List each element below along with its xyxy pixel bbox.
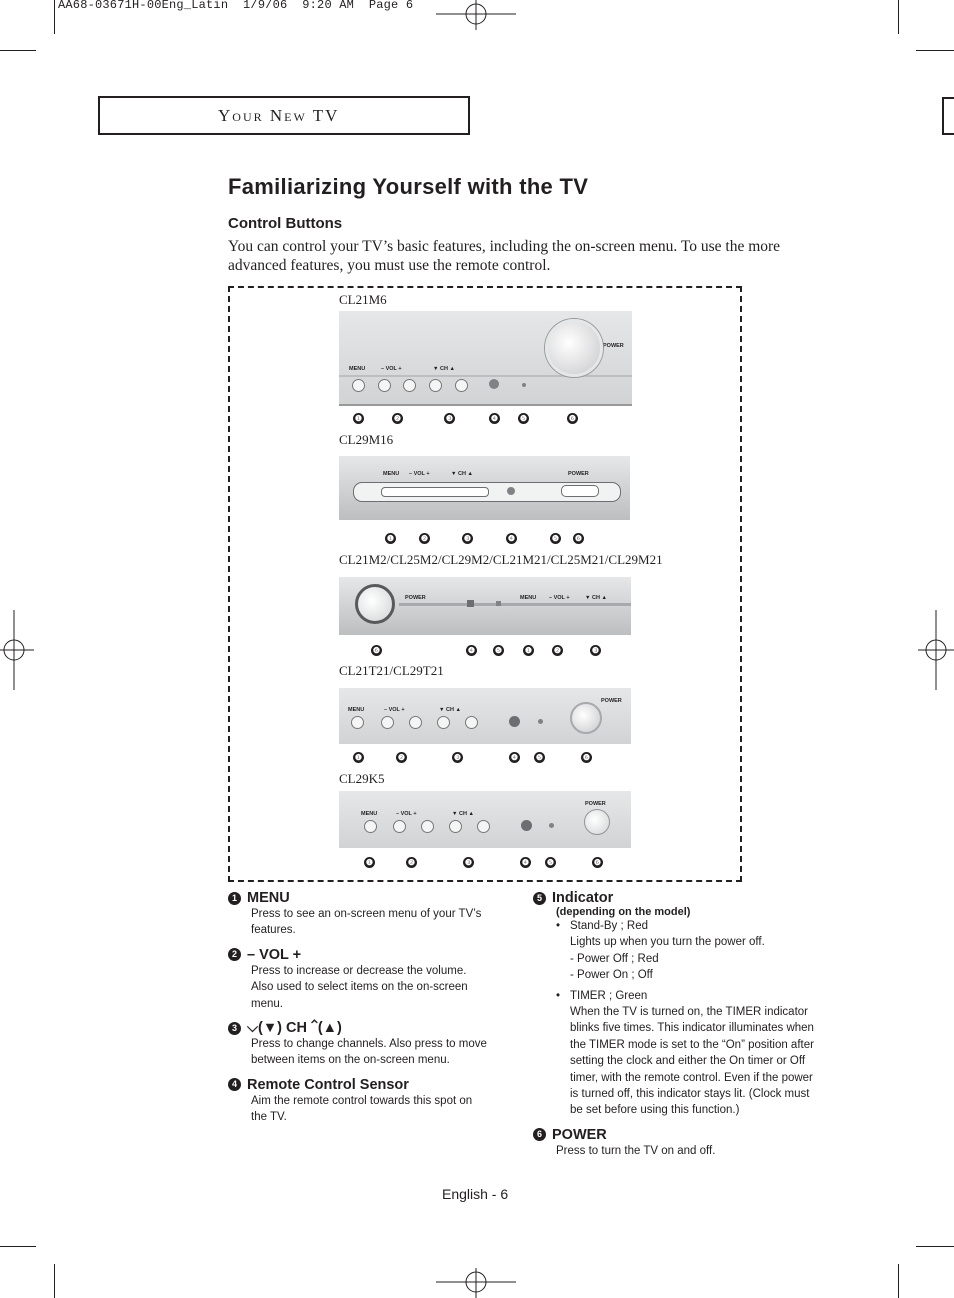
registration-mark xyxy=(436,0,516,30)
item-heading: ⌵(▼) CH ⌃(▲) xyxy=(247,1020,342,1037)
ch-up-button[interactable] xyxy=(477,820,490,833)
item-indicator xyxy=(533,890,818,1119)
remote-sensor xyxy=(467,600,474,607)
callout-3: ❸ xyxy=(453,753,462,762)
panel-cl29m16 xyxy=(339,456,630,520)
callout-5: ❺ xyxy=(535,753,544,762)
page-title: Familiarizing Yourself with the TV xyxy=(228,174,589,199)
ch-up-button[interactable] xyxy=(455,379,468,392)
vol-label: – VOL + xyxy=(381,366,402,372)
registration-mark xyxy=(436,1268,516,1298)
menu-label: MENU xyxy=(349,366,366,372)
panel-cl21m6 xyxy=(339,311,632,406)
power-button[interactable] xyxy=(570,702,602,734)
item-heading: MENU xyxy=(247,890,290,906)
menu-button[interactable] xyxy=(351,716,364,729)
power-label: POWER xyxy=(603,343,624,349)
panel-cl21m2 xyxy=(339,577,631,635)
bullet-title: Stand-By ; Red xyxy=(570,920,648,932)
item-menu xyxy=(228,890,488,939)
bullet-dot: • xyxy=(556,920,561,932)
menu-button[interactable] xyxy=(352,379,365,392)
power-button[interactable] xyxy=(355,584,395,624)
item-number: 6 xyxy=(533,1128,546,1141)
indicator-light xyxy=(549,823,554,828)
item-heading: – VOL + xyxy=(247,946,302,963)
power-label: POWER xyxy=(585,801,606,807)
description-left xyxy=(228,890,488,1126)
menu-label: MENU xyxy=(383,471,400,477)
item-text: Press to increase or decrease the volume. Also used to select items on the on-screen menu. xyxy=(251,964,468,1010)
bullet-text: Lights up when you turn the power off. xyxy=(570,936,765,949)
item-power xyxy=(533,1127,818,1159)
crop-mark xyxy=(898,0,899,34)
model-label: CL21T21/CL29T21 xyxy=(339,663,444,678)
vol-down-button[interactable] xyxy=(381,716,394,729)
ch-up-button[interactable] xyxy=(465,716,478,729)
remote-sensor xyxy=(489,379,499,389)
item-heading: Indicator xyxy=(552,890,614,906)
item-number: 4 xyxy=(228,1078,241,1091)
ch-label: ▼ CH ▲ xyxy=(451,471,473,477)
section-header-box xyxy=(98,96,470,135)
power-label: POWER xyxy=(568,471,589,477)
vol-up-button[interactable] xyxy=(421,820,434,833)
callout-1: ❶ xyxy=(354,753,363,762)
callout-3: ❸ xyxy=(464,858,473,867)
registration-mark xyxy=(0,610,34,690)
callout-4: ❹ xyxy=(467,646,476,655)
vol-label: – VOL + xyxy=(396,811,417,817)
item-number: 2 xyxy=(228,948,241,961)
subsection-title: Control Buttons xyxy=(228,215,343,232)
item-text: Press to see an on-screen menu of your TV’s features. xyxy=(251,908,482,937)
indicator-light xyxy=(538,719,543,724)
panel-cl29k5 xyxy=(339,791,631,848)
ch-label: ▼ CH ▲ xyxy=(585,595,607,601)
callout-2: ❷ xyxy=(553,646,562,655)
callout-4: ❹ xyxy=(507,534,516,543)
callout-6: ❻ xyxy=(574,534,583,543)
callout-1: ❶ xyxy=(354,414,363,423)
registration-mark xyxy=(918,610,954,690)
callout-1: ❶ xyxy=(524,646,533,655)
bullet-sub: - Power On ; Off xyxy=(570,969,653,982)
callout-6: ❻ xyxy=(372,646,381,655)
intro-paragraph: You can control your TV’s basic features, including the on-screen menu. To use the more advanced features, you must use the remote control. xyxy=(228,238,781,274)
section-label xyxy=(218,106,339,126)
callout-2: ❷ xyxy=(397,753,406,762)
power-label: POWER xyxy=(601,698,622,704)
vol-up-button[interactable] xyxy=(403,379,416,392)
callout-1: ❶ xyxy=(365,858,374,867)
callout-5: ❺ xyxy=(494,646,503,655)
item-text: Press to change channels. Also press to move between items on the on-screen menu. xyxy=(251,1038,487,1067)
callout-5: ❺ xyxy=(546,858,555,867)
page-tab xyxy=(942,97,954,135)
ch-down-button[interactable] xyxy=(437,716,450,729)
crop-mark xyxy=(0,1246,36,1247)
page-footer: English - 6 xyxy=(442,1186,509,1202)
vol-label: – VOL + xyxy=(549,595,570,601)
power-label: POWER xyxy=(405,595,426,601)
menu-label: MENU xyxy=(361,811,378,817)
item-text: Press to turn the TV on and off. xyxy=(556,1144,716,1157)
crop-mark xyxy=(54,1264,55,1298)
vol-label: – VOL + xyxy=(409,471,430,477)
menu-button[interactable] xyxy=(381,487,489,497)
section-label-text: Your New TV xyxy=(218,106,340,125)
callout-4: ❹ xyxy=(521,858,530,867)
print-slug: AA68-03671H-00Eng_Latin 1/9/06 9:20 AM Page 6 xyxy=(58,0,414,12)
vol-down-button[interactable] xyxy=(393,820,406,833)
model-label: CL29K5 xyxy=(339,771,385,786)
model-label: CL29M16 xyxy=(339,432,394,447)
remote-sensor xyxy=(507,487,515,495)
crop-mark xyxy=(916,1246,954,1247)
item-text: Aim the remote control towards this spot on the TV. xyxy=(251,1094,473,1124)
item-ch xyxy=(228,1020,488,1069)
vol-down-button[interactable] xyxy=(378,379,391,392)
callout-1: ❶ xyxy=(386,534,395,543)
callout-2: ❷ xyxy=(407,858,416,867)
item-heading: POWER xyxy=(552,1126,607,1143)
item-subheading: (depending on the model) xyxy=(556,906,691,918)
menu-label: MENU xyxy=(520,595,537,601)
vol-label: – VOL + xyxy=(384,707,405,713)
power-button[interactable] xyxy=(545,319,603,377)
vol-up-button[interactable] xyxy=(409,716,422,729)
callout-2: ❷ xyxy=(420,534,429,543)
callout-6: ❻ xyxy=(568,414,577,423)
bullet-sub: - Power Off ; Red xyxy=(570,952,659,965)
callout-6: ❻ xyxy=(593,858,602,867)
callout-3: ❸ xyxy=(463,534,472,543)
power-button[interactable] xyxy=(584,809,610,835)
crop-mark xyxy=(916,50,954,51)
model-label: CL21M6 xyxy=(339,292,387,307)
callout-3: ❸ xyxy=(445,414,454,423)
callout-2: ❷ xyxy=(393,414,402,423)
callout-3: ❸ xyxy=(591,646,600,655)
item-number: 5 xyxy=(533,892,546,905)
callout-4: ❹ xyxy=(510,753,519,762)
ch-label: ▼ CH ▲ xyxy=(433,366,455,372)
callout-4: ❹ xyxy=(490,414,499,423)
bullet-title: TIMER ; Green xyxy=(570,989,648,1002)
power-button[interactable] xyxy=(561,485,599,497)
callout-5: ❺ xyxy=(551,534,560,543)
menu-button[interactable] xyxy=(364,820,377,833)
callout-6: ❻ xyxy=(582,753,591,762)
item-number: 1 xyxy=(228,892,241,905)
item-number: 3 xyxy=(228,1022,241,1035)
indicator-light xyxy=(496,601,501,606)
menu-label: MENU xyxy=(348,707,365,713)
item-heading: Remote Control Sensor xyxy=(247,1076,409,1093)
item-vol xyxy=(228,947,488,1012)
callout-5: ❺ xyxy=(519,414,528,423)
bullet-text: When the TV is turned on, the TIMER indicator blinks five times. This indicator illuminates when the TIMER mode is set to the “On” position after setting the clock and either the On timer or Off timer, with the remote control. Even if the power is turned off, this indicator stays lit. (Clock must be set before using this function.) xyxy=(570,1006,814,1117)
ch-label: ▼ CH ▲ xyxy=(452,811,474,817)
ch-down-button[interactable] xyxy=(449,820,462,833)
remote-sensor xyxy=(509,716,520,727)
bullet-dot: • xyxy=(556,989,561,1002)
item-sensor xyxy=(228,1077,488,1126)
model-label: CL21M2/CL25M2/CL29M2/CL21M21/CL25M21/CL29M21 xyxy=(339,552,663,567)
remote-sensor xyxy=(521,820,532,831)
ch-down-button[interactable] xyxy=(429,379,442,392)
ch-label: ▼ CH ▲ xyxy=(439,707,461,713)
panel-cl21t21 xyxy=(339,688,631,744)
description-right xyxy=(533,890,818,1159)
crop-mark xyxy=(0,50,36,51)
indicator-light xyxy=(522,383,526,387)
crop-mark xyxy=(898,1264,899,1298)
crop-mark xyxy=(54,0,55,34)
